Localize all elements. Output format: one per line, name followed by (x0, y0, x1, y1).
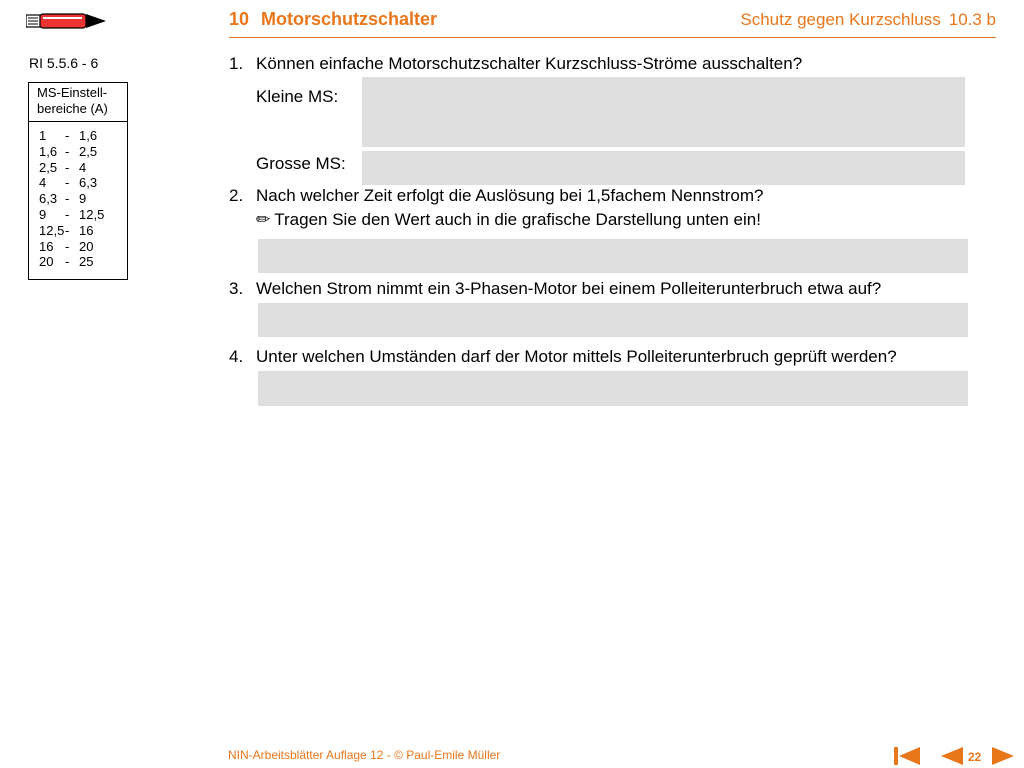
range-row: 1 - 1,6 (39, 128, 98, 143)
question-2-number: 2. (229, 186, 244, 205)
question-3-number: 3. (229, 279, 244, 298)
question-1-number: 1. (229, 54, 244, 73)
range-row: 4 - 6,3 (39, 175, 98, 191)
question-4-text: Unter welchen Umständen darf der Motor mittels Polleiterunterbruch geprüft werden? (256, 347, 897, 366)
question-1-text: Können einfache Motorschutzschalter Kurzschluss-Ströme ausschalten? (256, 54, 803, 73)
section-code: 10.3 b (948, 10, 996, 29)
question-2-text: Nach welcher Zeit erfolgt die Auslösung bei 1,5fachem Nennstrom? (256, 186, 764, 205)
next-page-icon[interactable] (991, 745, 1015, 767)
chapter-number: 10 (229, 9, 250, 29)
header-divider (229, 37, 996, 38)
range-row: 1,6 - 2,5 (39, 143, 98, 159)
topic-text: Schutz gegen Kurzschluss (740, 10, 941, 29)
chapter-title (229, 9, 437, 30)
answer-field-large-ms[interactable] (362, 151, 965, 185)
range-row: 12,5 - 16 (39, 222, 94, 238)
answer-field-q4[interactable] (258, 371, 968, 406)
question-4-number: 4. (229, 347, 244, 366)
range-table-body (29, 122, 127, 270)
answer-field-small-ms[interactable] (362, 77, 965, 147)
large-ms-label: Grosse MS: (256, 154, 346, 173)
range-table-header (29, 83, 127, 122)
footer-copyright: NIN-Arbeitsblätter Auflage 12 - © Paul-Emile Müller (228, 748, 501, 762)
answer-field-q2[interactable] (258, 239, 968, 273)
small-ms-label: Kleine MS: (256, 87, 339, 106)
range-row: 9 - 12,5 (39, 206, 105, 222)
previous-page-icon[interactable] (940, 745, 964, 767)
range-row: 2,5 - 4 (39, 159, 87, 175)
range-row: 6,3 - 9 (39, 191, 87, 207)
range-table-header-line1: MS-Einstell- (37, 85, 108, 100)
page-number: 22 (968, 750, 982, 764)
chapter-title-text: Motorschutzschalter (261, 9, 438, 29)
range-table (28, 82, 128, 280)
answer-field-q3[interactable] (258, 303, 968, 337)
hint-text: Tragen Sie den Wert auch in die grafische Darstellung unten ein! (274, 210, 761, 229)
first-page-icon[interactable] (893, 745, 921, 767)
reference-code: RI 5.5.6 - 6 (29, 55, 99, 71)
topic-heading (740, 10, 996, 30)
question-3-text: Welchen Strom nimmt ein 3-Phasen-Motor bei einem Polleiterunterbruch etwa auf? (256, 279, 882, 298)
pencil-hand-icon: ✏ (256, 210, 271, 229)
range-row: 16 - 20 (39, 238, 94, 254)
range-row: 20 - 25 (39, 254, 94, 270)
range-table-header-line2: bereiche (A) (37, 101, 108, 116)
hint (256, 210, 761, 230)
pencil-logo-icon (26, 8, 110, 34)
